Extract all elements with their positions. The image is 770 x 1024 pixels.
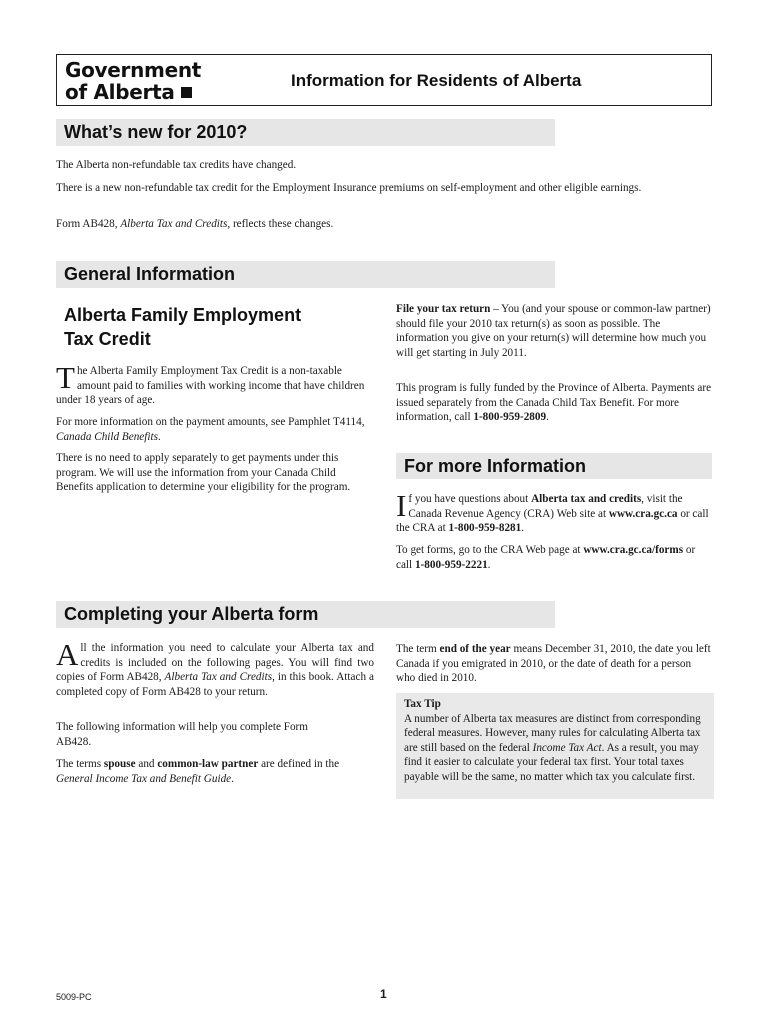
end-of-year-paragraph: The term end of the year means December 31, 2010, the date you left Canada if you emigrated in 2010, or the date of death for a person who died in 2010. <box>396 643 711 684</box>
completing-paragraph-3: The terms spouse and common-law partner are defined in the General Income Tax and Benefit Guide. <box>56 758 340 785</box>
government-of-alberta-logo: Government of Alberta <box>65 58 202 104</box>
file-your-tax-return-paragraph: File your tax return – You (and your spouse or common-law partner) should file your 2010 tax return(s) as soon as possible. The information you give on your return(s) will determine how much you will get starting in July 2011. <box>396 303 711 359</box>
page-number: 1 <box>380 987 387 1001</box>
family-employment-tax-credit-heading: Alberta Family Employment Tax Credit <box>64 305 302 349</box>
whats-new-heading: What’s new for 2010? <box>56 119 555 146</box>
tax-tip-text: A number of Alberta tax measures are distinct from corresponding federal measures. However, many rules for calculating Alberta tax are still based on the federal Income Tax Act. As a result, you may find it easier to calculate your federal tax first. Your total taxes payable will be the same, no matter which tax you calculate first. <box>404 712 701 783</box>
form-code: 5009-PC <box>56 992 92 1002</box>
drop-cap: A <box>56 637 79 672</box>
whats-new-paragraph-1: The Alberta non-refundable tax credits have changed. <box>56 159 297 171</box>
completing-paragraph-2: The following information will help you complete Form AB428. <box>56 721 308 748</box>
logo-square-icon <box>181 87 192 98</box>
drop-cap: T <box>56 360 75 395</box>
tax-tip-title: Tax Tip <box>404 698 441 710</box>
family-credit-paragraph-2: For more information on the payment amounts, see Pamphlet T4114, Canada Child Benefits. <box>56 416 365 443</box>
tax-tip-box <box>396 693 714 799</box>
completing-paragraph-1: All the information you need to calculate your Alberta tax and credits is included on the following pages. You will find two copies of Form AB428, Alberta Tax and Credits, in this book. Attach a completed copy of Form AB428 to your return. <box>56 637 374 698</box>
general-information-heading: General Information <box>56 261 555 288</box>
family-credit-paragraph-3: There is no need to apply separately to get payments under this program. We will use the information from your Canada Child Benefits application to determine your eligibility for the program. <box>56 452 351 493</box>
program-funding-paragraph: This program is fully funded by the Province of Alberta. Payments are issued separately from the Canada Child Tax Benefit. For more information, call 1-800-959-2809. <box>396 382 712 423</box>
more-info-paragraph-1: If you have questions about Alberta tax and credits, visit the Canada Revenue Agency (CRA) Web site at www.cra.gc.ca or call the CRA at 1-800-959-8281. <box>396 488 709 534</box>
more-info-paragraph-2: To get forms, go to the CRA Web page at www.cra.gc.ca/forms or call 1-800-959-2221. <box>396 544 696 571</box>
for-more-information-heading: For more Information <box>396 453 712 479</box>
drop-cap: I <box>396 488 407 523</box>
document-header <box>56 54 712 106</box>
whats-new-paragraph-2: There is a new non-refundable tax credit for the Employment Insurance premiums on self-employment and other eligible earnings. <box>56 182 642 194</box>
family-credit-paragraph-1: The Alberta Family Employment Tax Credit is a non-taxable amount paid to families with working income that have children under 18 years of age. <box>56 360 365 406</box>
completing-form-heading: Completing your Alberta form <box>56 601 555 628</box>
document-title: Information for Residents of Alberta <box>291 71 582 90</box>
whats-new-paragraph-3: Form AB428, Alberta Tax and Credits, reflects these changes. <box>56 218 334 230</box>
